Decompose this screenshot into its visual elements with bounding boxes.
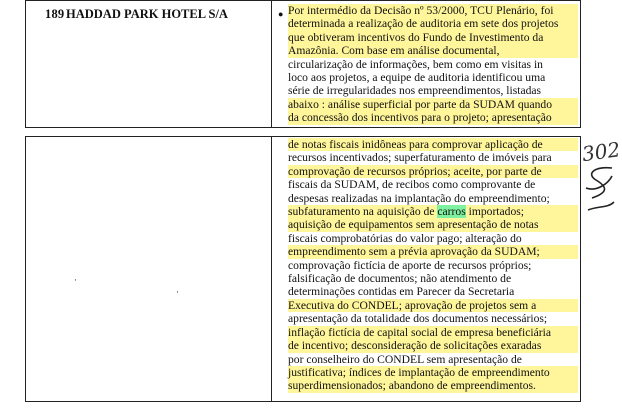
text-line: falsificação de documentos; não atendimento de [288, 272, 512, 286]
text-line: apresentação da totalidade dos documentos necessários; [288, 312, 548, 326]
bullet-icon: ● [278, 9, 284, 19]
text-line: empreendimento sem a prévia aprovação da SUDAM; [288, 245, 578, 258]
text-line: Por intermédio da Decisão nº 53/2000, TCU Plenário, foi [288, 4, 578, 17]
text-line: subfaturamento na aquisição de carros importados; [288, 205, 578, 218]
text-line: fiscais da SUDAM, de recibos como comprovante de [288, 178, 536, 192]
finding-text-part2 [288, 138, 578, 393]
column-divider [271, 1, 272, 127]
handwritten-number: 302 [580, 137, 622, 167]
text-line: superdimensionados; abandono de empreendimentos. [288, 379, 578, 392]
text-line: justificativa; índices de implantação de empreendimento [288, 366, 578, 379]
text-line: comprovação de recursos próprios; aceite, por parte de [288, 165, 578, 178]
text-line: despesas realizadas na implantação do empreendimento; [288, 191, 550, 205]
text-line: que obtiveram incentivos do Fundo de Investimento da [288, 31, 578, 44]
text-line: Amazônia. Com base em análise documental, [288, 44, 578, 57]
text-line: determinada a realização de auditoria em sete dos projetos [288, 17, 578, 30]
text-line: recursos incentivados; superfaturamento de imóveis para [288, 151, 552, 165]
column-divider [271, 137, 272, 401]
text-line: série de irregularidades nos empreendimentos, listadas [288, 84, 542, 98]
text-line: fiscais comprobatórias do valor pago; alteração do [288, 231, 522, 245]
highlighted-word: carros [437, 205, 466, 219]
text-line: da concessão dos incentivos para o projeto; apresentação [288, 111, 578, 124]
text-line: inflação fictícia de capital social de empresa beneficiária [288, 326, 578, 339]
text-line: de notas fiscais inidôneas para comprovar aplicação de [288, 138, 578, 151]
record-table-top [25, 0, 581, 128]
text-line: por conselheiro do CONDEL sem apresentação de [288, 352, 522, 366]
handwritten-annotation [580, 137, 622, 230]
text-line: circularização de informações, bem como em visitas in [288, 57, 543, 71]
company-name: HADDAD PARK HOTEL S/A [66, 7, 228, 21]
text-line: comprovação fictícia de aporte de recursos próprios; [288, 258, 532, 272]
speck-mark: · [74, 275, 77, 285]
text-line: aquisição de equipamentos sem apresentação de notas [288, 218, 578, 231]
record-number: 189 [45, 7, 65, 21]
text-line: de incentivo; desconsideração de solicitações exaradas [288, 339, 578, 352]
text-line: determinações contidas em Parecer da Secretaria [288, 285, 515, 299]
finding-text-part1 [288, 4, 578, 125]
text-line: abaixo : análise superficial por parte da SUDAM quando [288, 98, 578, 111]
text-line: loco aos projetos, a equipe de auditoria identificou uma [288, 71, 546, 85]
text-line: Executiva do CONDEL; aprovação de projetos sem a [288, 299, 578, 312]
speck-mark: · [176, 287, 179, 297]
signature-scribble-icon [582, 162, 616, 222]
record-table-continued [25, 136, 581, 402]
